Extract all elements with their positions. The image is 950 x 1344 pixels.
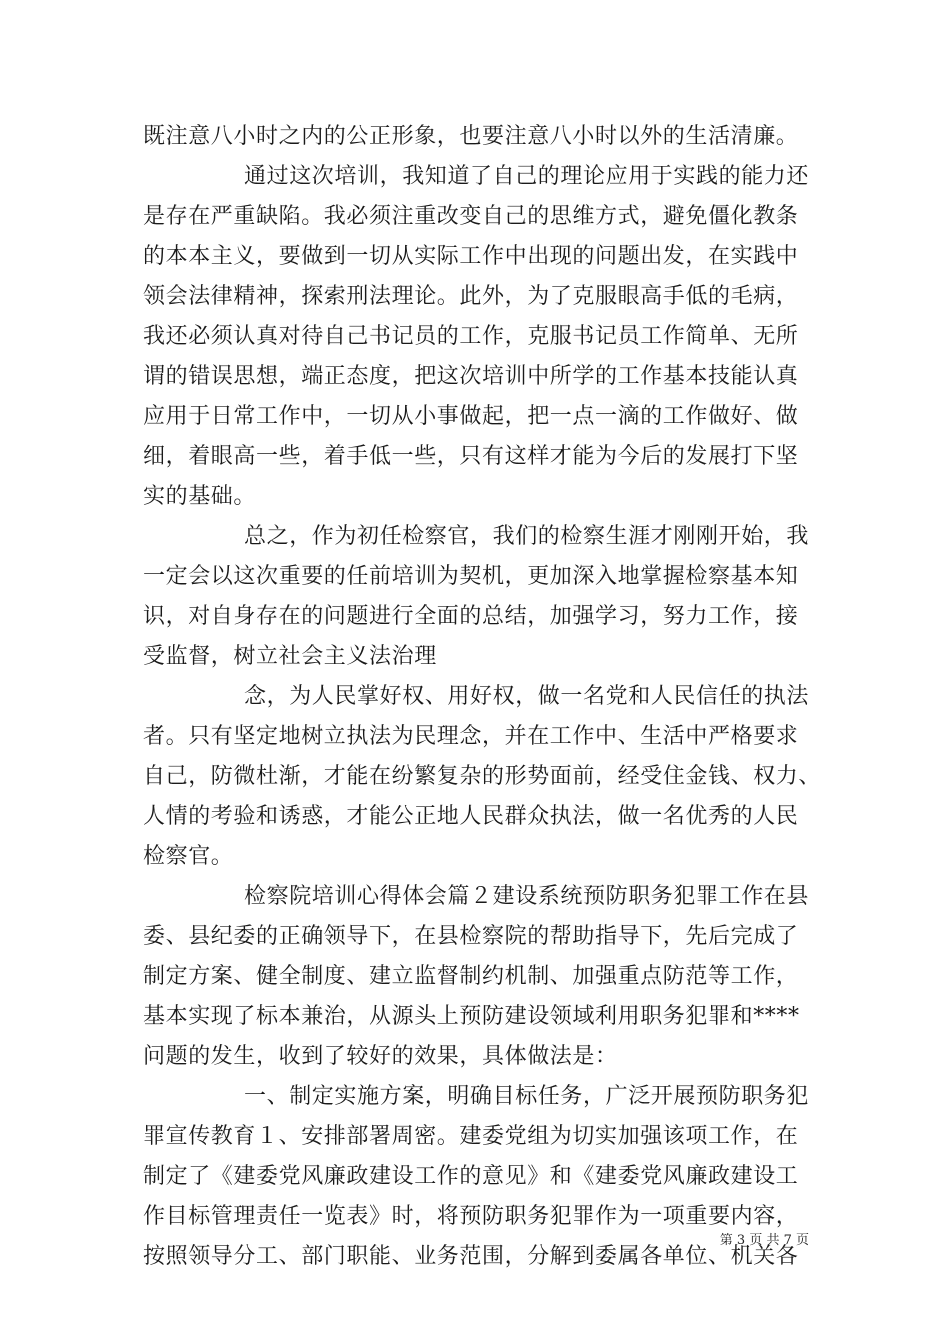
text-line: 受监督，树立社会主义法治理 [143,644,437,669]
paragraph-first-line: 检察院培训心得体会篇２建设系统预防职务犯罪工作在县 [244,884,810,909]
text-line: 基本实现了标本兼治，从源头上预防建设领域利用职务犯罪和**** [143,1004,800,1029]
text-line: 谓的错误思想，端正态度，把这次培训中所学的工作基本技能认真 [143,364,799,389]
text-line: 既注意八小时之内的公正形象，也要注意八小时以外的生活清廉。 [143,124,799,149]
text-line: 领会法律精神，探索刑法理论。此外，为了克服眼高手低的毛病， [143,284,799,309]
text-line: 一定会以这次重要的任前培训为契机，更加深入地掌握检察基本知 [143,564,799,589]
text-line: 应用于日常工作中，一切从小事做起，把一点一滴的工作做好、做 [143,404,799,429]
text-line: 检察官。 [143,844,234,869]
text-line: 人情的考验和诱惑，才能公正地人民群众执法，做一名优秀的人民 [143,804,799,829]
text-line: 我还必须认真对待自己书记员的工作，克服书记员工作简单、无所 [143,324,799,349]
text-line: 制定了《建委党风廉政建设工作的意见》和《建委党风廉政建设工 [143,1164,799,1189]
text-line: 识，对自身存在的问题进行全面的总结，加强学习，努力工作，接 [143,604,799,629]
paragraph-first-line: 通过这次培训，我知道了自己的理论应用于实践的能力还 [244,164,810,189]
text-line: 是存在严重缺陷。我必须注重改变自己的思维方式，避免僵化教条 [143,204,799,229]
paragraph-first-line: 一、制定实施方案，明确目标任务，广泛开展预防职务犯 [244,1084,810,1109]
text-line: 按照领导分工、部门职能、业务范围，分解到委属各单位、机关各 [143,1244,799,1269]
paragraph-first-line: 念，为人民掌好权、用好权，做一名党和人民信任的执法 [244,684,810,709]
text-line: 问题的发生，收到了较好的效果，具体做法是： [143,1044,618,1069]
text-line: 的本本主义，要做到一切从实际工作中出现的问题出发，在实践中 [143,244,799,269]
text-line: 实的基础。 [143,484,257,509]
text-line: 自己，防微杜渐，才能在纷繁复杂的形势面前，经受住金钱、权力、 [143,764,822,789]
text-line: 作目标管理责任一览表》时，将预防职务犯罪作为一项重要内容， [143,1204,799,1229]
text-line: 细，着眼高一些，着手低一些，只有这样才能为今后的发展打下坚 [143,444,799,469]
text-line: 者。只有坚定地树立执法为民理念，并在工作中、生活中严格要求 [143,724,799,749]
page-number: 第 3 页 共 7 页 [719,1233,809,1248]
text-line: 制定方案、健全制度、建立监督制约机制、加强重点防范等工作， [143,964,799,989]
text-line: 罪宣传教育１、安排部署周密。建委党组为切实加强该项工作，在 [143,1124,799,1149]
text-line: 委、县纪委的正确领导下，在县检察院的帮助指导下，先后完成了 [143,924,799,949]
paragraph-first-line: 总之，作为初任检察官，我们的检察生涯才刚刚开始，我 [244,524,810,549]
